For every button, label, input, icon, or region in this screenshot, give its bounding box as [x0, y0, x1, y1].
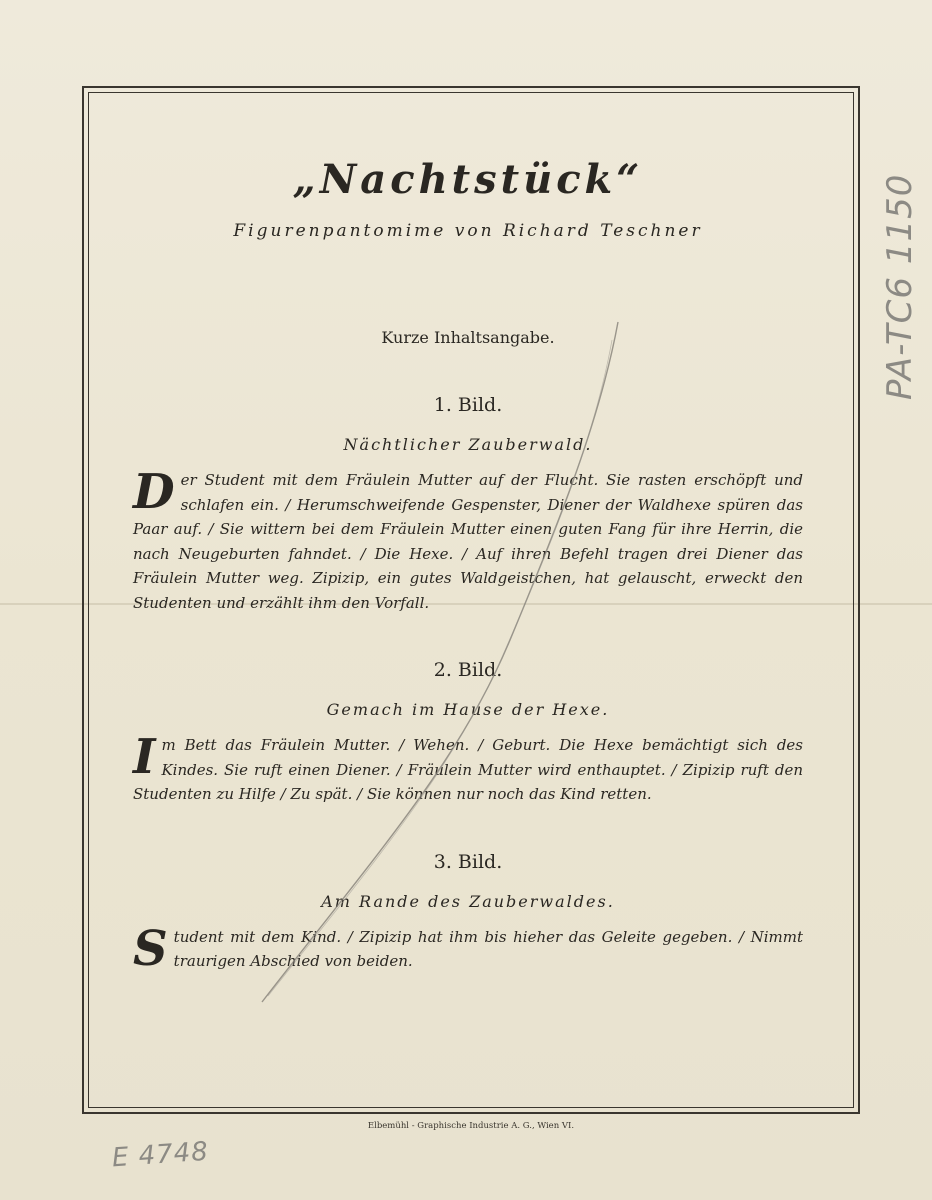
printer-imprint: Elbemühl - Graphische Industrie A. G., Wien VI. — [367, 1121, 575, 1131]
scene-2-setting: Gemach im Hause der Hexe. — [326, 700, 610, 719]
inventory-number-bottom: E 4748 — [111, 1136, 210, 1174]
scene-3-setting: Am Rande des Zauberwaldes. — [321, 891, 615, 911]
scene-1-setting: Nächtlicher Zauberwald. — [343, 435, 593, 454]
scene-1-dropcap: D — [133, 464, 175, 520]
scene-2-dropcap: I — [133, 729, 156, 785]
scene-3-text: tudent mit dem Kind. / Zipizip hat ihm bis hieher das Geleite gegeben. / Nimmt traurigen Abschied von beiden. — [173, 927, 803, 970]
scene-3-dropcap: S — [133, 920, 168, 977]
scene-2-text: m Bett das Fräulein Mutter. / Wehen. / Geburt. Die Hexe bemächtigt sich des Kindes. Sie ruft einen Diener. / Fräulein Mutter wird enthauptet. / Zipizip ruft den Studenten zu Hilfe / Zu spät. / Sie können nur noch das Kind retten. — [133, 736, 803, 803]
document-subtitle: Figurenpantomime von Richard Teschner — [233, 221, 703, 241]
scene-2-heading: 2. Bild. — [433, 659, 503, 681]
summary-heading: Kurze Inhaltsangabe. — [381, 328, 555, 347]
scene-1-heading: 1. Bild. — [433, 394, 503, 416]
inventory-number-right: PA-TC6 1150 — [880, 173, 920, 400]
scene-3-heading: 3. Bild. — [433, 850, 503, 873]
document-title: „Nachtstück“ — [292, 156, 644, 203]
scene-1-text: er Student mit dem Fräulein Mutter auf der Flucht. Sie rasten erschöpft und schlafen ein. / Herumschweifende Gespenster, Diener der Waldhexe spüren das Paar auf. / Sie wittern bei dem Fräulein Mutter einen guten Fang für ihre Herrin, die nach Neugeburten fahndet. / Die Hexe. / Auf ihren Befehl tragen drei Diener das Fräulein Mutter weg. Zipizip, ein gutes Waldgeistchen, hat gelauscht, erweckt den Studenten und erzählt ihm den Vorfall. — [133, 471, 803, 612]
